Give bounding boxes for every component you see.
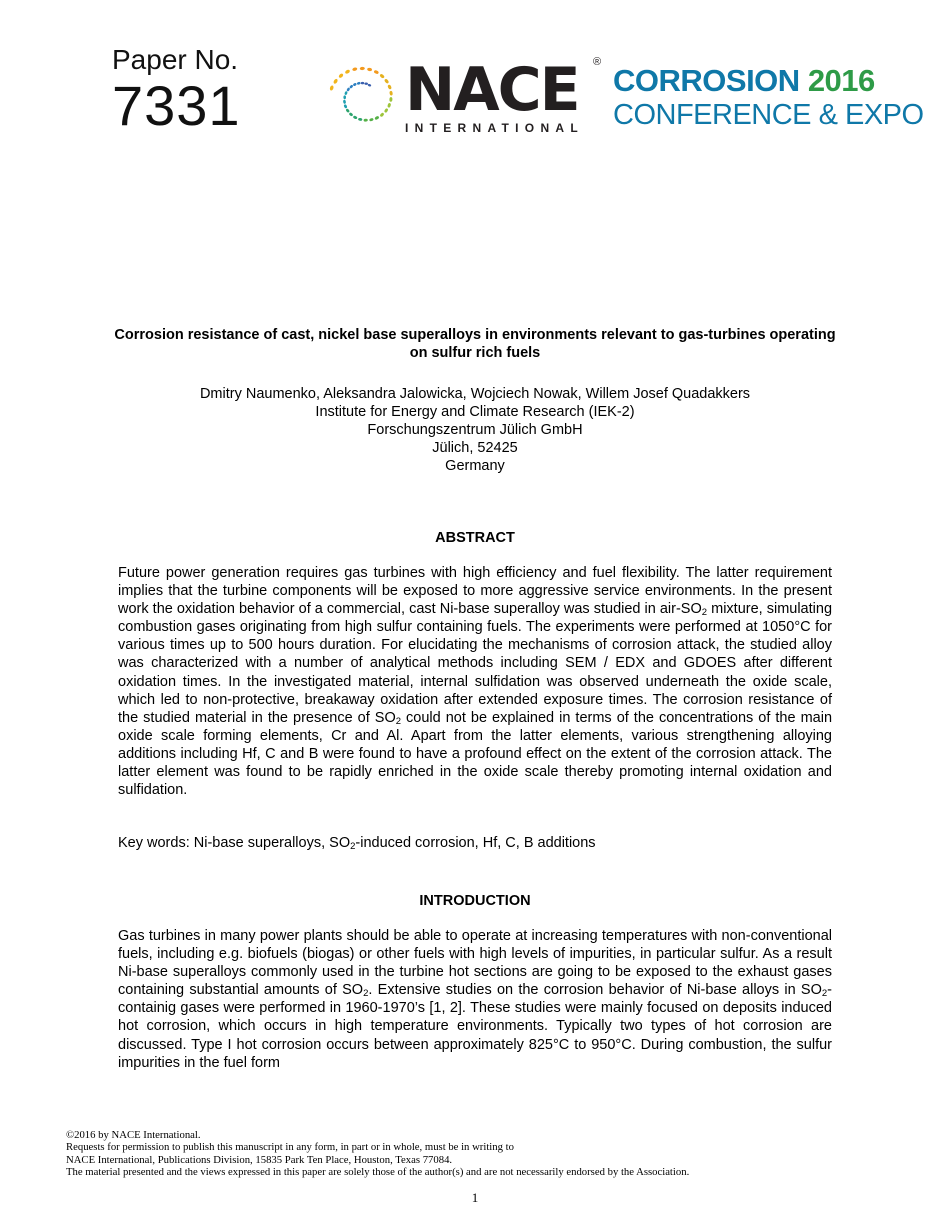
page-number: 1 — [471, 1190, 479, 1205]
logo-dot — [379, 112, 384, 117]
logo-dot — [343, 100, 346, 104]
copyright-footer — [66, 1129, 906, 1179]
conference-logo — [613, 64, 924, 132]
logo-dot — [389, 91, 393, 96]
logo-dot — [369, 118, 374, 122]
logo-dot — [333, 78, 339, 84]
logo-dot — [387, 84, 392, 90]
author-block — [112, 385, 838, 475]
logo-dot — [379, 73, 385, 78]
logo-dot — [345, 108, 350, 113]
keywords: Key words: Ni-base superalloys, $SO_2$-induced corrosion, Hf, C, B additions — [118, 835, 596, 852]
author-city: Jülich, 52425 — [432, 440, 518, 456]
logo-dot — [344, 91, 348, 95]
logo-dot — [367, 67, 372, 71]
conference-year: 2016 — [807, 63, 875, 98]
logo-dot — [352, 67, 358, 72]
logo-dot — [343, 95, 346, 99]
logo-dot — [384, 108, 389, 113]
logo-dot — [373, 70, 379, 75]
logo-dot — [389, 97, 392, 102]
paper-title: Corrosion resistance of cast, nickel base superalloys in environments relevant to gas-turbines operating on sulfur rich fuels — [114, 327, 836, 361]
abstract-heading: ABSTRACT — [435, 530, 515, 546]
logo-dot — [353, 115, 358, 119]
footer-copyright: ©2016 by NACE International. — [66, 1129, 201, 1141]
logo-dot — [360, 67, 365, 70]
conference-subtitle: CONFERENCE & EXPO — [613, 99, 924, 131]
paper-label: Paper No. — [112, 44, 239, 75]
footer-permission: Requests for permission to publish this manuscript in any form, in part or in whole, must be in writing to — [66, 1141, 514, 1154]
logo-dot — [387, 103, 391, 108]
nace-international-label: INTERNATIONAL — [405, 121, 585, 135]
logo-dot — [349, 84, 353, 89]
author-institute: Institute for Energy and Climate Research (IEK-2) — [315, 404, 635, 420]
logo-dot — [329, 85, 334, 91]
author-country: Germany — [445, 458, 505, 474]
paper-number-block — [112, 44, 241, 136]
logo-dot — [367, 83, 371, 86]
author-organization: Forschungszentrum Jülich GmbH — [367, 422, 583, 438]
logo-dot — [364, 119, 368, 122]
logo-dot — [357, 81, 361, 85]
paper-number: 7331 — [112, 74, 241, 137]
logo-dot — [358, 118, 363, 121]
logo-dot — [338, 73, 344, 79]
logo-dot — [361, 82, 365, 85]
introduction-paragraph: Gas turbines in many power plants should be able to operate at increasing temperatures with non-conventional fuels, including e.g. biofuels (biogas) or other fuels with high levels of impurities, in particular sulfur. As a result Ni-base superalloys commonly used in the turbine hot sections are going to be exposed to the exhaust gases containing substantial amounts of $SO_2$. Extensive studies on the corrosion behavior of Ni-base alloys in $SO_2$-containig gases were performed in 1960-1970’s [1, 2]. These studies were mainly focused on deposits induced hot corrosion, which occurs in high temperature environments. Typically two types of hot corrosion are discussed. Type I hot corrosion occurs between approximately 825°C to 950°C. During combustion, the sulfur impurities in the fuel form — [118, 928, 832, 1071]
conference-title — [613, 64, 924, 98]
logo-dot — [343, 104, 347, 109]
conference-name: CORROSION — [613, 63, 800, 98]
logo-dot — [349, 112, 354, 117]
registered-mark: ® — [593, 56, 602, 68]
logo-dot — [384, 78, 389, 84]
footer-address: NACE International, Publications Division, 15835 Park Ten Place, Houston, Texas 77084. — [66, 1153, 453, 1166]
author-names: Dmitry Naumenko, Aleksandra Jalowicka, Wojciech Nowak, Willem Josef Quadakkers — [199, 386, 751, 402]
logo-dot — [346, 87, 350, 92]
logo-dot — [374, 115, 379, 120]
footer-disclaimer: The material presented and the views expressed in this paper are solely those of the author(s) and are not necessarily endorsed by the Association. — [66, 1166, 690, 1179]
logo-dot — [344, 69, 350, 74]
nace-wordmark: NACE — [405, 55, 579, 125]
logo-dot — [364, 82, 368, 85]
abstract-paragraph: Future power generation requires gas turbines with high efficiency and fuel flexibility. The latter requirement implies that the turbine components will be exposed to more aggressive service environments. In the present work the oxidation behavior of a commercial, cast Ni-base superalloy was studied in air-$SO_2$ mixture, simulating combustion gases originating from high sulfur containing fuels. The experiments were performed at 1050°C for various times up to 500 hours duration. For elucidating the mechanisms of corrosion attack, the studied alloy was characterized with a number of analytical methods including SEM / EDX and GDOES after different oxidation times. In the investigated material, internal sulfidation was observed underneath the oxide scale, which led to non-protective, breakaway oxidation after extended exposure times. The corrosion resistance of the studied material in the presence of $SO_2$ could not be explained in terms of the concentrations of the main oxide scale forming elements, Cr and Al. Apart from the latter elements, various strengthening alloying additions including Hf, C and B were found to have a profound effect on the extent of the corrosion attack. The latter element was found to be rapidly enriched in the oxide scale thereby promoting internal oxidation and sulfidation. — [118, 565, 833, 799]
logo-dot — [353, 82, 357, 86]
introduction-heading: INTRODUCTION — [419, 893, 531, 909]
